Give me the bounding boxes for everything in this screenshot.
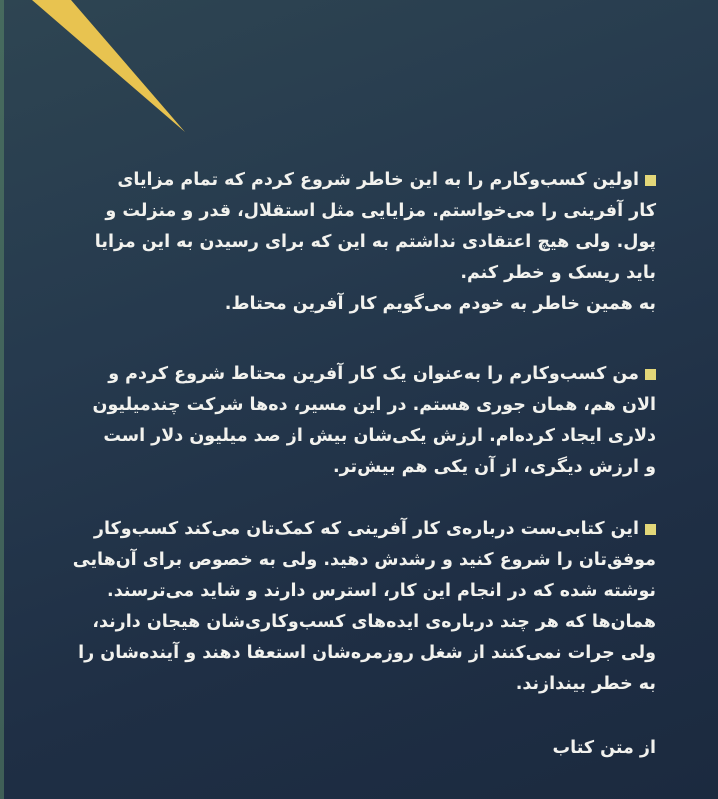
text-line	[96, 165, 656, 196]
text-line: باید ریسک و خطر کنم.	[460, 263, 656, 283]
text-line	[96, 359, 656, 390]
text-line: پول. ولی هیچ اعتقادی نداشتم به این که برای رسیدن به این مزایا	[94, 232, 656, 252]
source-attribution: از متن کتاب	[552, 738, 656, 758]
light-beam-graphic	[0, 0, 200, 140]
text-line: و ارزش دیگری، از آن یکی هم بیش‌تر.	[333, 457, 656, 477]
text-line: به خطر بیندازند.	[515, 674, 656, 694]
paragraph-2	[92, 359, 656, 483]
square-bullet-icon	[645, 369, 656, 380]
text-line: ولی جرات نمی‌کنند از شغل روزمره‌شان استعفا دهند و آینده‌شان را	[78, 643, 656, 663]
paragraph-1	[96, 165, 656, 320]
text-line: موفق‌تان را شروع کنید و رشدش دهید. ولی به خصوص برای آن‌هایی	[72, 550, 656, 570]
line-text: این کتابی‌ست درباره‌ی کار آفرینی که کمک‌تان می‌کند کسب‌وکار	[93, 519, 639, 539]
square-bullet-icon	[645, 524, 656, 535]
square-bullet-icon	[645, 175, 656, 186]
text-line: به همین خاطر به خودم می‌گویم کار آفرین محتاط.	[224, 294, 656, 314]
text-line: دلاری ایجاد کرده‌ام. ارزش یکی‌شان بیش از صد میلیون دلار است	[103, 426, 656, 446]
text-line: نوشته شده که در انجام این کار، استرس دارند و شاید می‌ترسند.	[107, 581, 656, 601]
text-line: الان هم، همان جوری هستم. در این مسیر، ده‌ها شرکت چندمیلیون	[92, 395, 656, 415]
text-line: کار آفرینی را می‌خواستم. مزایایی مثل استقلال، قدر و منزلت و	[105, 201, 656, 221]
beam-shape	[32, 0, 185, 132]
paragraph-3	[72, 514, 656, 700]
line-text: اولین کسب‌وکارم را به این خاطر شروع کردم که تمام مزایای	[117, 170, 639, 190]
line-text: من کسب‌وکارم را به‌عنوان یک کار آفرین محتاط شروع کردم و	[108, 364, 639, 384]
text-line: همان‌ها که هر چند درباره‌ی ایده‌های کسب‌وکاری‌شان هیجان دارند،	[92, 612, 656, 632]
text-line	[93, 514, 656, 545]
